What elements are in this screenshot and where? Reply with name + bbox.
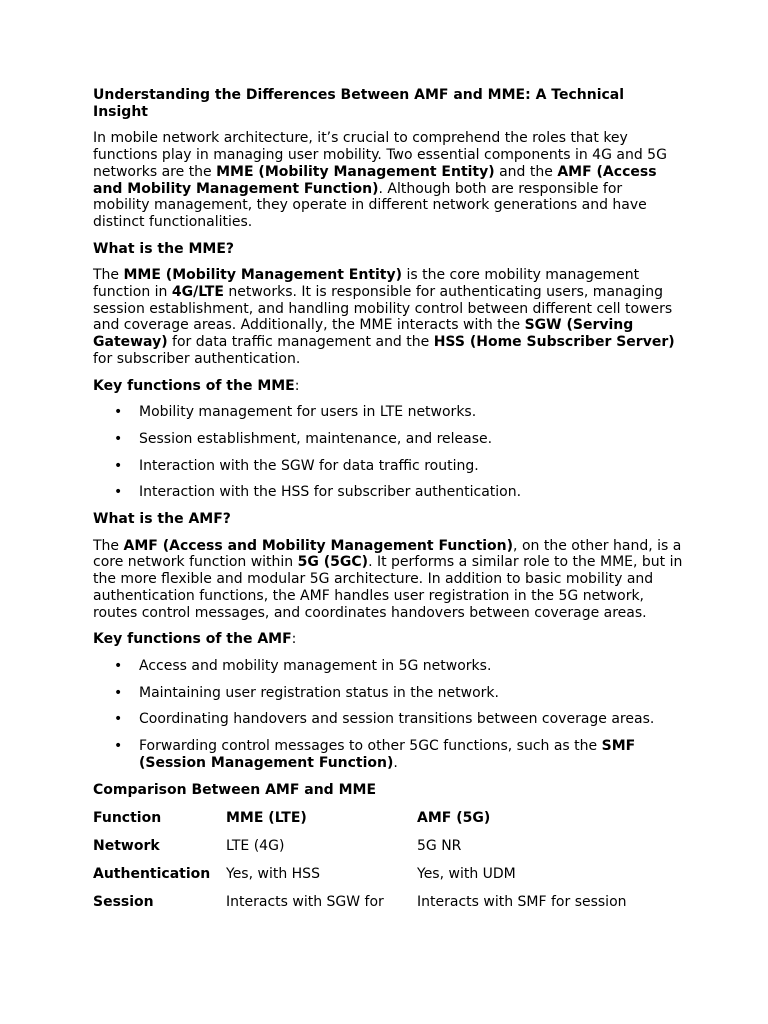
bold-text-run: HSS (Home Subscriber Server)	[433, 334, 675, 351]
list-item	[93, 658, 683, 675]
table-cell: Session	[93, 894, 154, 911]
list-item-text	[139, 484, 521, 500]
text-run: Interaction with the SGW for data traffic routing.	[139, 457, 479, 474]
bullet-icon: •	[114, 484, 123, 501]
table-cell: 5G NR	[417, 838, 462, 855]
bullet-icon: •	[114, 711, 123, 728]
document-page	[93, 87, 683, 922]
table-cell: Authentication	[93, 866, 211, 883]
mme-heading: What is the MME?	[93, 240, 235, 257]
text-run: Coordinating handovers and session transitions between coverage areas.	[139, 711, 655, 728]
table-cell: Yes, with UDM	[417, 866, 516, 883]
list-item-text	[139, 711, 654, 727]
table-cell: Network	[93, 838, 160, 855]
list-item-text	[139, 738, 635, 771]
mme-key-functions-colon: :	[294, 377, 300, 394]
bullet-icon: •	[114, 738, 123, 755]
list-item-text	[139, 685, 499, 701]
table-header-cell: MME (LTE)	[226, 810, 307, 827]
text-run: Access and mobility management in 5G networks.	[139, 657, 492, 674]
table-cell: Yes, with HSS	[226, 866, 320, 883]
text-run: Maintaining user registration status in the network.	[139, 684, 499, 701]
table-row	[93, 866, 677, 894]
list-item	[93, 431, 683, 448]
table-cell: Interacts with SGW for	[226, 894, 384, 911]
text-run: is the core mobility management function in	[93, 267, 640, 301]
bullet-icon: •	[114, 457, 123, 474]
list-item	[93, 484, 683, 501]
text-run: for data traffic management and the	[167, 334, 434, 351]
mme-key-functions-heading	[93, 378, 683, 395]
amf-description	[93, 538, 683, 622]
text-run: .	[393, 754, 398, 771]
bold-text-run: AMF (Access and Mobility Management Function)	[123, 537, 514, 554]
amf-key-functions-label: Key functions of the AMF	[93, 631, 292, 648]
text-run: networks. It is responsible for authenticating users, managing session establishment, and handling mobility control between different cell towers and coverage areas. Additionally, the MME interacts with the	[93, 284, 673, 334]
bold-text-run: AMF (Access and Mobility Management Function)	[93, 163, 657, 197]
mme-description	[93, 267, 683, 367]
intro-paragraph	[93, 130, 683, 230]
mme-functions-list	[93, 404, 683, 501]
bold-text-run: 5G (5GC)	[297, 554, 369, 571]
table-header-cell: AMF (5G)	[417, 810, 491, 827]
text-run: Mobility management for users in LTE networks.	[139, 404, 477, 421]
text-run: for subscriber authentication.	[93, 350, 301, 367]
mme-key-functions-label: Key functions of the MME	[93, 377, 295, 394]
text-run: , on the other hand, is a core network function within	[93, 537, 682, 571]
document-title: Understanding the Differences Between AMF and MME: A Technical Insight	[93, 87, 625, 120]
text-run: . It performs a similar role to the MME, but in the more flexible and modular 5G architecture. In addition to basic mobility and authentication functions, the AMF handles user registration in the 5G network, routes control messages, and coordinates handovers between coverage areas.	[93, 554, 683, 621]
amf-functions-list	[93, 658, 683, 772]
table-header-cell: Function	[93, 810, 162, 827]
bold-text-run: SMF (Session Management Function)	[139, 738, 636, 771]
text-run: In mobile network architecture, it’s crucial to comprehend the roles that key functions play in managing user mobility. Two essential components in 4G and 5G networks are the	[93, 130, 667, 180]
list-item	[93, 711, 683, 728]
text-run: The	[93, 267, 124, 284]
bold-text-run: SGW (Serving Gateway)	[93, 317, 634, 351]
bold-text-run: 4G/LTE	[171, 284, 224, 301]
amf-key-functions-heading	[93, 631, 683, 648]
bold-text-run: MME (Mobility Management Entity)	[216, 163, 495, 180]
list-item-text	[139, 431, 492, 447]
table-row	[93, 838, 677, 866]
list-item	[93, 404, 683, 421]
table-cell: LTE (4G)	[226, 838, 285, 855]
text-run: Forwarding control messages to other 5GC functions, such as the	[139, 738, 602, 755]
comparison-heading: Comparison Between AMF and MME	[93, 781, 377, 798]
bold-text-run: MME (Mobility Management Entity)	[123, 267, 403, 284]
table-header-row	[93, 810, 677, 838]
list-item-text	[139, 404, 476, 420]
bullet-icon: •	[114, 404, 123, 421]
list-item	[93, 458, 683, 475]
text-run: and the	[494, 163, 558, 180]
bullet-icon: •	[114, 684, 123, 701]
amf-key-functions-colon: :	[291, 631, 297, 648]
text-run: The	[93, 537, 124, 554]
table-row	[93, 894, 677, 922]
table-cell: Interacts with SMF for session	[417, 894, 627, 911]
list-item-text	[139, 658, 491, 674]
text-run: . Although both are responsible for mobility management, they operate in different network generations and have distinct functionalities.	[93, 180, 647, 230]
text-run: Session establishment, maintenance, and release.	[139, 430, 493, 447]
bullet-icon: •	[114, 657, 123, 674]
text-run: Interaction with the HSS for subscriber authentication.	[139, 484, 522, 501]
bullet-icon: •	[114, 430, 123, 447]
list-item-text	[139, 458, 479, 474]
list-item	[93, 685, 683, 702]
comparison-table	[93, 810, 677, 922]
list-item	[93, 738, 683, 771]
amf-heading: What is the AMF?	[93, 511, 231, 528]
